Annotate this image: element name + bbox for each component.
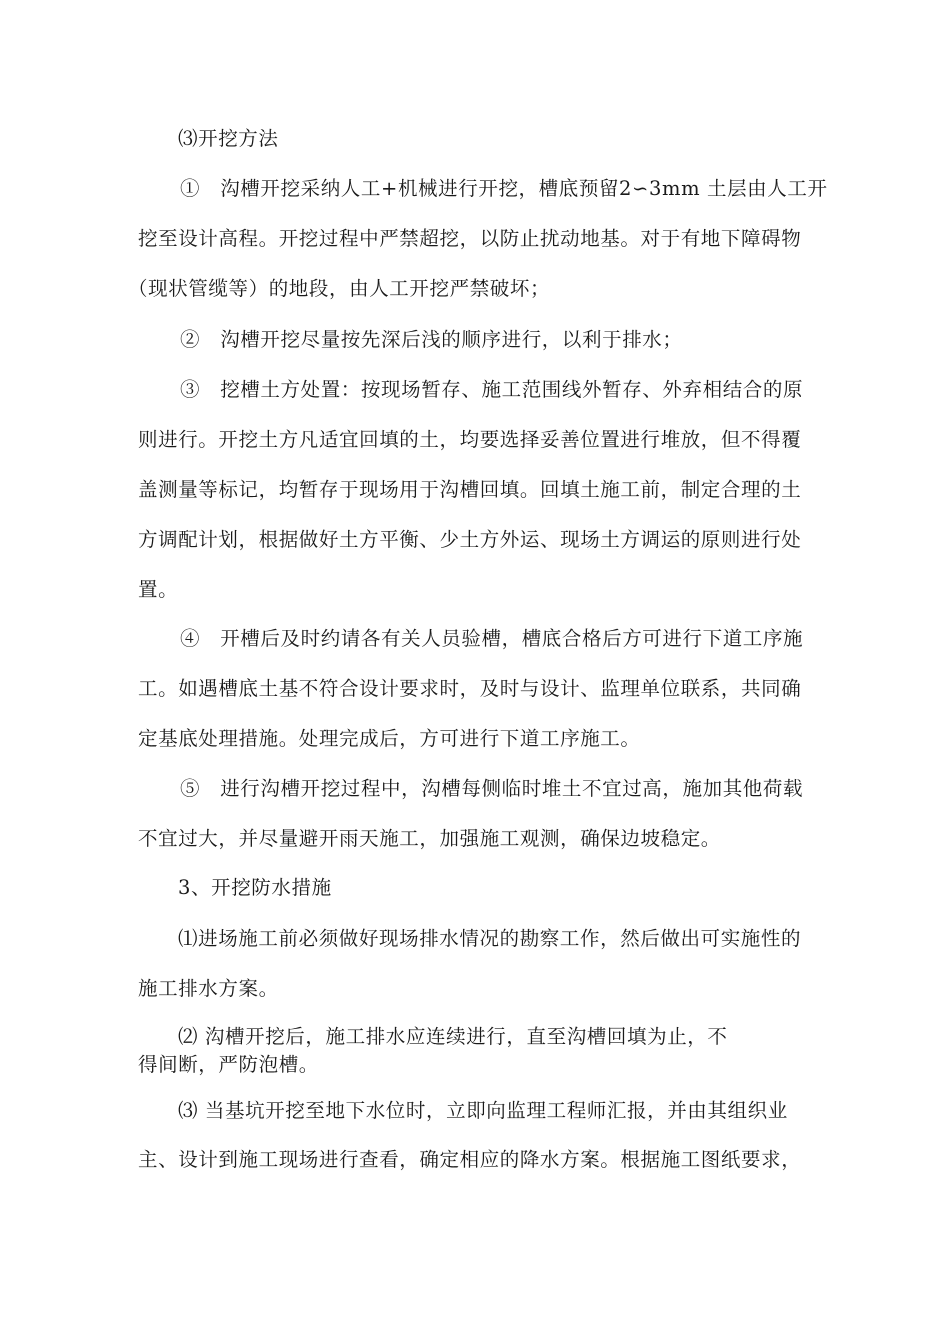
text-line: 定基底处理措施。处理完成后，方可进行下道工序施工。 — [138, 727, 641, 750]
text-line: 3、开挖防水措施 — [178, 876, 332, 899]
text-line: ⑶开挖方法 — [178, 127, 279, 150]
text-line: 盖测量等标记，均暂存于现场用于沟槽回填。回填土施工前，制定合理的土 — [138, 478, 802, 501]
text-line: 主、设计到施工现场进行查看，确定相应的降水方案。根据施工图纸要求， — [138, 1148, 802, 1171]
text-line: ⑤ 进行沟槽开挖过程中，沟槽每侧临时堆土不宜过高，施加其他荷载 — [180, 777, 804, 800]
text-line: ⑶ 当基坑开挖至地下水位时，立即向监理工程师汇报，并由其组织业 — [178, 1099, 788, 1122]
text-line: 得间断，严防泡槽。 — [138, 1053, 319, 1076]
text-line: （现状管缆等）的地段，由人工开挖严禁破坏； — [128, 277, 551, 300]
text-line: 施工排水方案。 — [138, 977, 279, 1000]
text-line: 挖至设计高程。开挖过程中严禁超挖，以防止扰动地基。对于有地下障碍物 — [138, 227, 802, 250]
text-line: ③ 挖槽土方处置：按现场暂存、施工范围线外暂存、外弃相结合的原 — [180, 378, 804, 401]
text-line: 不宜过大，并尽量避开雨天施工，加强施工观测，确保边坡稳定。 — [138, 827, 721, 850]
text-line: 置。 — [138, 578, 179, 601]
text-line: ⑴进场施工前必须做好现场排水情况的勘察工作，然后做出可实施性的 — [178, 927, 802, 950]
text-line: 方调配计划，根据做好土方平衡、少土方外运、现场土方调运的原则进行处 — [138, 528, 802, 551]
text-line: 工。如遇槽底土基不符合设计要求时，及时与设计、监理单位联系，共同确 — [138, 677, 802, 700]
text-line: 则进行。开挖土方凡适宜回填的土，均要选择妥善位置进行堆放，但不得覆 — [138, 428, 802, 451]
text-line: ② 沟槽开挖尽量按先深后浅的顺序进行，以利于排水； — [180, 328, 683, 351]
text-line: ⑵ 沟槽开挖后，施工排水应连续进行，直至沟槽回填为止，不 — [178, 1025, 728, 1048]
text-line: ① 沟槽开挖采纳人工+机械进行开挖，槽底预留2∽3mm 土层由人工开 — [180, 177, 828, 200]
text-line: ④ 开槽后及时约请各有关人员验槽，槽底合格后方可进行下道工序施 — [180, 627, 804, 650]
